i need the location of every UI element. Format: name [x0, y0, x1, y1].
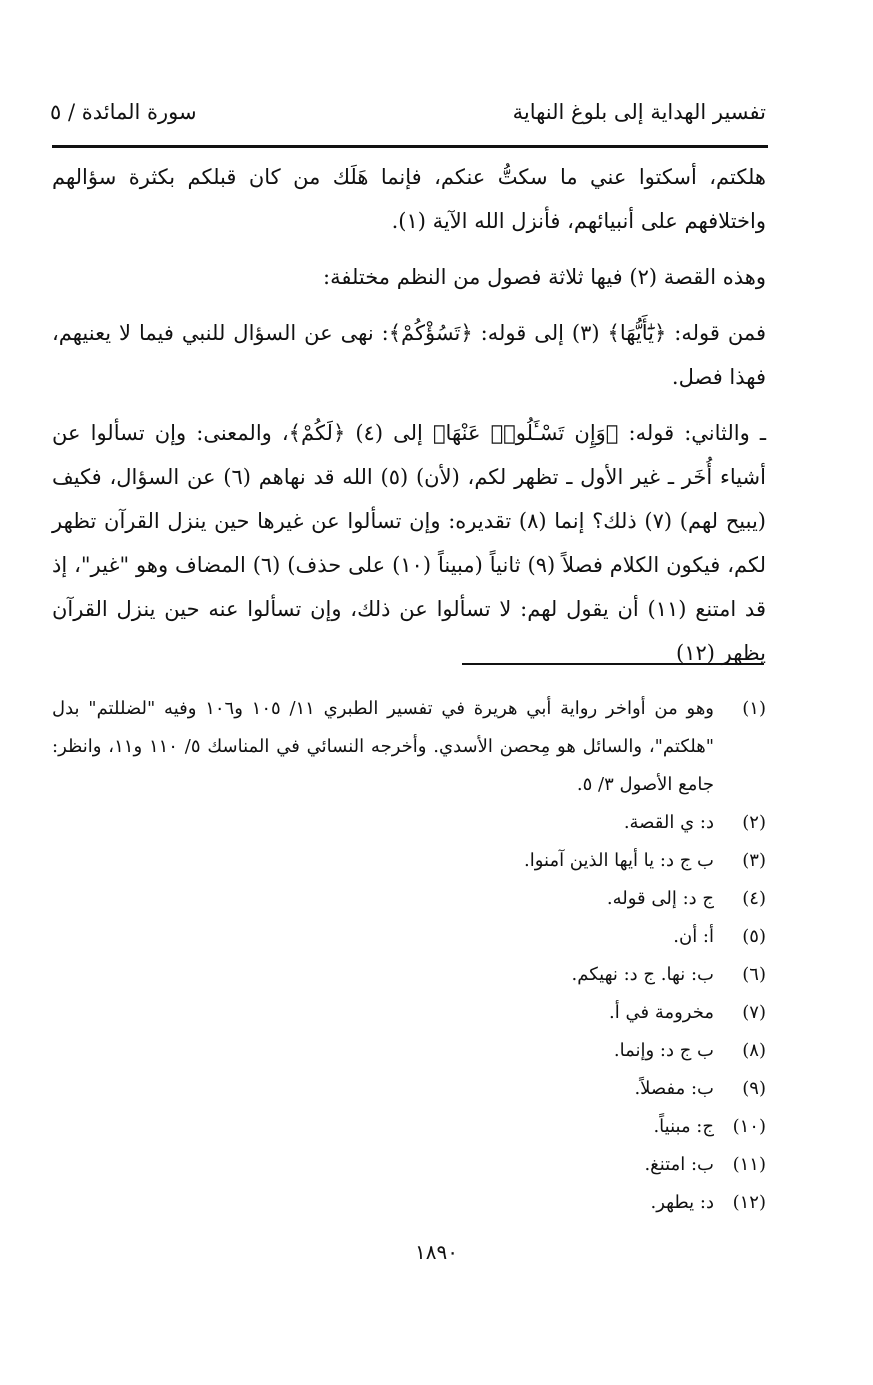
paragraph-3: فمن قوله: ﴿يَٰٓأَيُّهَا﴾ (٣) إلى قوله: ﴿تَسُؤْكُمْ﴾: نهى عن السؤال للنبي فيما لا يعنيهم، فهذا فصل.	[52, 321, 766, 389]
footnote-number: (٣)	[742, 850, 766, 871]
footnote-number: (١٢)	[732, 1192, 766, 1213]
footnote-number: (٥)	[742, 926, 766, 947]
footnote-item	[52, 1032, 766, 1070]
footnote-text: د: يطهر.	[650, 1192, 714, 1213]
footnote-text: ب: امتنغ.	[644, 1154, 714, 1175]
footnote-item	[52, 1108, 766, 1146]
footnote-number: (٤)	[742, 888, 766, 909]
footnote-number: (١١)	[732, 1154, 766, 1175]
footnote-text: مخرومة في أ.	[609, 1002, 714, 1023]
main-text	[52, 155, 766, 687]
footnote-item	[52, 690, 766, 804]
book-title: تفسير الهداية إلى بلوغ النهاية	[512, 100, 766, 124]
footnote-item	[52, 842, 766, 880]
paragraph-2: وهذه القصة (٢) فيها ثلاثة فصول من النظم مختلفة:	[323, 265, 766, 289]
footnote-number: (٨)	[742, 1040, 766, 1061]
footnote-number: (٩)	[742, 1078, 766, 1099]
footnote-item	[52, 1184, 766, 1222]
footnote-item	[52, 994, 766, 1032]
footnotes	[52, 690, 766, 1222]
footnote-text: ب: مفصلاً.	[634, 1078, 714, 1099]
footnote-item	[52, 1146, 766, 1184]
footnote-divider	[462, 663, 764, 665]
paragraph-1: هلكتم، أسكتوا عني ما سكتُّ عنكم، فإنما هَلَك من كان قبلكم بكثرة سؤالهم واختلافهم على أنبيائهم، فأنزل الله الآية (١).	[52, 165, 766, 233]
header-divider	[52, 145, 768, 148]
footnote-number: (٢)	[742, 812, 766, 833]
paragraph-4: ـ والثاني: قوله: ﴿وَإِن تَسْـَٔلُوا۟ عَنْهَا﴾ إلى (٤) ﴿لَكُمْ﴾، والمعنى: وإن تسألوا عن أشياء أُخَر ـ غير الأول ـ تظهر لكم، (لأن) (٥) الله قد نهاهم (٦) عن السؤال، فكيف (يبيح لهم) (٧) ذلك؟ إنما (٨) تقديره: وإن تسألوا عن غيرها حين ينزل القرآن تظهر لكم، فيكون الكلام فصلاً (٩) ثانياً (مبيناً (١٠) على حذف) (٦) المضاف وهو "غير"، إذ قد امتنع (١١) أن يقول لهم: لا تسألوا عن ذلك، وإن تسألوا عنه حين ينزل القرآن يظهر (١٢)	[52, 421, 766, 665]
footnote-number: (١٠)	[732, 1116, 766, 1137]
footnote-text: ج: مبنياً.	[653, 1116, 714, 1137]
footnote-item	[52, 880, 766, 918]
footnote-text: د: ي القصة.	[623, 812, 714, 833]
footnote-item	[52, 956, 766, 994]
surah-label: سورة المائدة / ٥	[50, 100, 197, 124]
footnote-item	[52, 1070, 766, 1108]
footnote-text: وهو من أواخر رواية أبي هريرة في تفسير الطبري ١١/ ١٠٥ و١٠٦ وفيه "لضللتم" بدل "هلكتم"، والسائل هو مِحصن الأسدي. وأخرجه النسائي في المناسك ٥/ ١١٠ و١١، وانظر: جامع الأصول ٣/ ٥.	[52, 698, 715, 795]
footnote-item	[52, 918, 766, 956]
page-number: ١٨٩٠	[415, 1240, 458, 1264]
footnote-text: ج د: إلى قوله.	[606, 888, 714, 909]
footnote-item	[52, 804, 766, 842]
footnote-number: (٧)	[742, 1002, 766, 1023]
footnote-number: (٦)	[742, 964, 766, 985]
footnote-text: ب ج د: يا أيها الذين آمنوا.	[523, 850, 714, 871]
footnote-number: (١)	[742, 698, 766, 719]
footnote-text: أ: أن.	[673, 926, 714, 947]
footnote-text: ب ج د: وإنما.	[613, 1040, 714, 1061]
running-header	[50, 100, 766, 140]
footnote-text: ب: نها. ج د: نهيكم.	[571, 964, 714, 985]
